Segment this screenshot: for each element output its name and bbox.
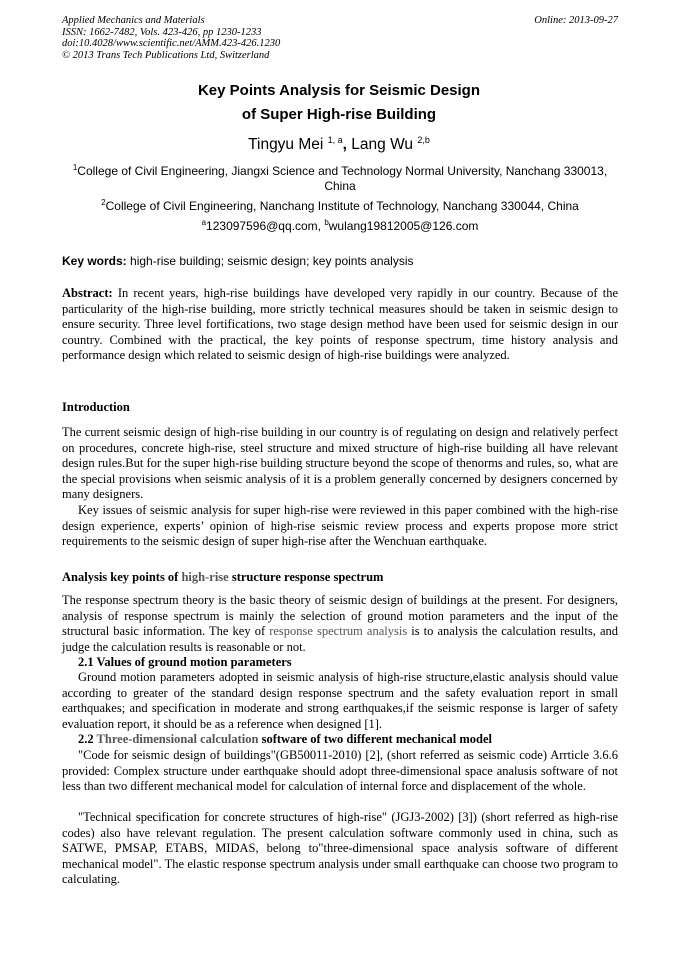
section-2-heading-a: Analysis key points of [62, 570, 182, 584]
authors [0, 136, 678, 154]
author-separator: , [342, 136, 352, 153]
section-2-p1-b: response spectrum analysis [269, 624, 408, 638]
email-1: 123097596@qq.com, [206, 219, 325, 233]
emails [70, 219, 610, 234]
author-2-sup: 2,b [417, 134, 430, 145]
section-2-heading [62, 570, 383, 585]
email-1-sup: a [201, 218, 207, 227]
subsection-2-2-heading [78, 732, 492, 747]
issn: ISSN: 1662-7482, Vols. 423-426, pp 1230-1233 [62, 26, 262, 38]
author-1-sup: 1, a [327, 134, 343, 145]
affiliation-2-sup: 2 [101, 198, 106, 207]
author-1: Tingyu Mei [248, 136, 324, 153]
affiliation-1-sup: 1 [72, 163, 78, 172]
title-line-1: Key Points Analysis for Seismic Design [197, 82, 481, 99]
section-2-paragraph-1 [62, 593, 618, 655]
section-2-paragraph-4: "Technical specification for concrete structures of high-rise" (JGJ3-2002) [3]) (short referred as high-rise codes) also have relevant regulation. The present calculation software commonly used in china, such as SATWE, PMSAP, ETABS, MIDAS, belong to"three-dimensional space analysis software of different mechanical model". The elastic response spectrum analysis under small earthquake can choose two program to calculating. [62, 810, 618, 886]
affiliation-1 [70, 164, 610, 194]
section-2-p1-a: The response spectrum theory is the basic theory of seismic design of buildings at the present. For designers, analysis of response spectrum is mainly the selection of ground motion parameters and the input of the structural basic information. The key of [62, 593, 618, 638]
email-2: wulang19812005@126.com [328, 219, 479, 233]
email-2-sup: b [324, 218, 329, 227]
section-2-paragraph-2: Ground motion parameters adopted in seismic analysis of high-rise structure,elastic analysis should value according to greater of the standard design response spectrum and the safety evaluation report in small earthquakes; and specification in moderate and strong earthquakes,if the seismic response is larger of safety evaluation report, it should be as a reference when designed [1]. [62, 670, 618, 731]
affiliation-2 [70, 199, 610, 214]
subsection-2-1-heading: 2.1 Values of ground motion parameters [78, 655, 292, 669]
section-2-paragraph-3: "Code for seismic design of buildings"(GB50011-2010) [2], (short referred as seismic code) Arrticle 3.6.6 provided: Complex structure under earthquake should adopt three-dimensional space analusis software of not less than two different mechanical model for calculation of internal force and displacement of the whole. [62, 748, 618, 793]
intro-paragraph-1: The current seismic design of high-rise building in our country is of regulating on design and relatively perfect on procedures, concrete high-rise, steel structure and mixed structure of high-rise building all have relevant design rules.But for the super high-rise building structure beyond the scope of thenorms and rules, so, what are the special provisions when seismic analysis of it is a problem generally concerned by designers concerned by many designers. [62, 425, 618, 501]
affiliation-1-text: College of Civil Engineering, Jiangxi Science and Technology Normal University, Nanchang 330013, China [77, 164, 608, 193]
abstract-text: In recent years, high-rise buildings have developed very rapidly in our country. Because of the particularity of the high-rise building, more strictly technical measures should be taken in seismic design to ensure security. Three level fortifications, two stage design method have been used for seismic design in our country. Combined with the practical, the key points of response spectrum, time history analysis and performance design which related to seismic design of high-rise buildings were analyzed. [62, 286, 618, 362]
subsection-2-2-a: 2.2 [78, 732, 97, 746]
keywords-label: Key words: [62, 254, 127, 268]
journal-header [62, 15, 618, 61]
doi: doi:10.4028/www.scientific.net/AMM.423-426.1230 [62, 38, 281, 49]
journal-name: Applied Mechanics and Materials [62, 15, 205, 26]
section-2-heading-b: high-rise [181, 570, 229, 584]
title-line-2: of Super High-rise Building [241, 106, 437, 123]
keywords [62, 254, 618, 268]
keywords-text: high-rise building; seismic design; key points analysis [126, 254, 414, 268]
subsection-2-2-c: software of two different mechanical model [258, 732, 492, 746]
section-2-p1-c: is to analysis the calculation results, and judge the calculation results is reasonable or not. [62, 624, 619, 654]
subsection-2-2-b: Three-dimensional calculation [96, 732, 259, 746]
section-2-heading-c: structure response spectrum [228, 570, 384, 584]
author-2: Lang Wu [351, 136, 414, 153]
online-date: Online: 2013-09-27 [534, 15, 618, 26]
intro-paragraph-2: Key issues of seismic analysis for super high-rise were reviewed in this paper combined with the high-rise design experience, experts’ opinion of high-rise seismic review process and experts propose more strict requirements to the seismic design of super high-rise after the Wenchuan earthquake. [62, 503, 618, 548]
introduction-heading: Introduction [62, 400, 130, 414]
affiliation-2-text: College of Civil Engineering, Nanchang Institute of Technology, Nanchang 330044, China [105, 199, 579, 213]
abstract-label: Abstract: [62, 286, 113, 300]
copyright: © 2013 Trans Tech Publications Ltd, Switzerland [62, 49, 270, 61]
abstract [62, 286, 618, 364]
